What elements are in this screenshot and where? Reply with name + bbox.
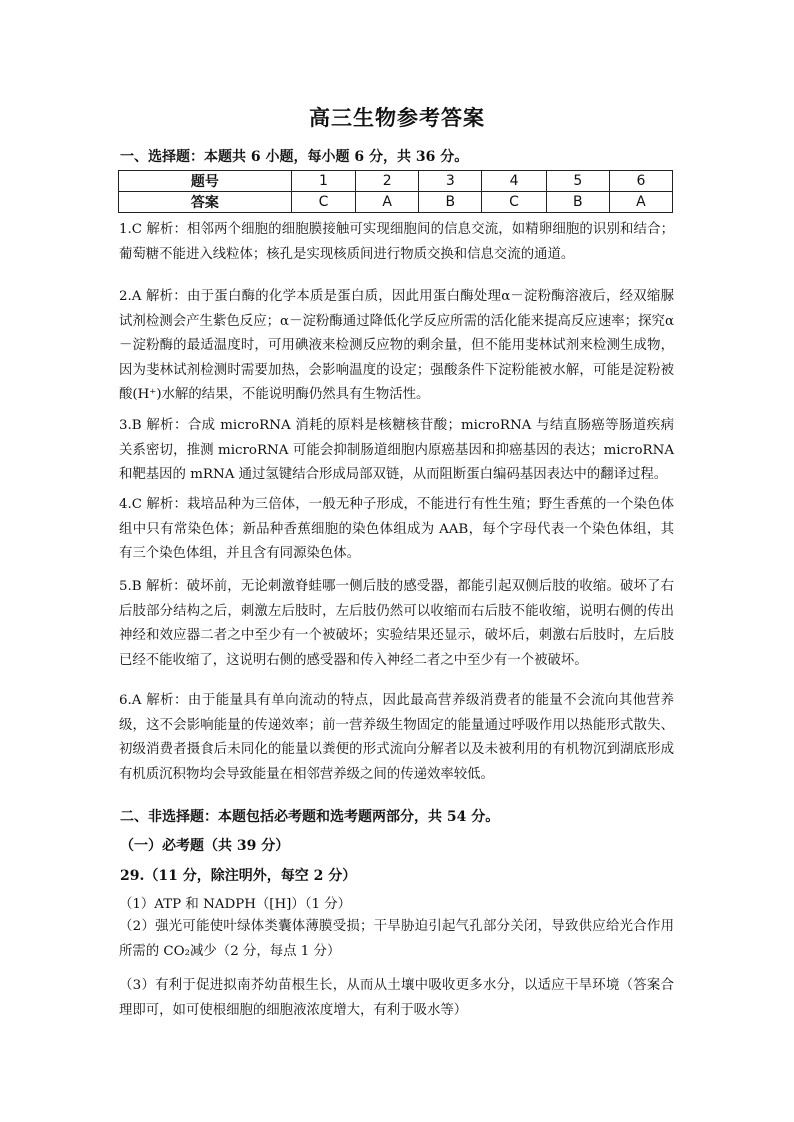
question-number: 2 (356, 171, 419, 192)
answer-cell: A (609, 192, 672, 213)
answer-cell: C (291, 192, 355, 213)
explanation-3: 3.B 解析：合成 microRNA 消耗的原料是核糖核苷酸；microRNA 与结直肠癌等肠道疾病关系密切，推测 microRNA 可能会抑制肠道细胞内原癌基因和抑癌基因的表达；microRNA 和靶基因的 mRNA 通过氢键结合形成局部双链，从而阻断蛋白编码基因表达中的翻译过程。 (119, 418, 674, 483)
answer-cell: C (482, 192, 546, 213)
question-29-answer-3: （3）有利于促进拟南芥幼苗根生长，从而从土壤中吸收更多水分，以适应干旱环境（答案合理即可，如可使根细胞的细胞液浓度增大，有利于吸水等） (119, 978, 674, 1018)
answer-cell: A (356, 192, 419, 213)
question-number-label: 题号 (119, 171, 292, 192)
answer-table (118, 170, 673, 213)
question-number: 5 (546, 171, 609, 192)
explanation-6: 6.A 解析：由于能量具有单向流动的特点，因此最高营养级消费者的能量不会流向其他营养级，这不会影响能量的传递效率；前一营养级生物固定的能量通过呼吸作用以热能形式散失、初级消费者摄食后未同化的能量以粪便的形式流向分解者以及未被利用的有机物沉到湖底形成有机质沉积物均会导致能量在相邻营养级之间的传递效率较低。 (119, 693, 674, 782)
answer-row (119, 192, 673, 213)
answer-cell: B (546, 192, 609, 213)
answer-cell: B (419, 192, 482, 213)
explanation-5: 5.B 解析：破坏前，无论刺激脊蛙哪一侧后肢的感受器，都能引起双侧后肢的收缩。破坏了右后肢部分结构之后，刺激左后肢时，左后肢仍然可以收缩而右后肢不能收缩，说明右侧的传出神经和效应器二者之中至少有一个被破坏；实验结果还显示，破坏后，刺激右后肢时，左后肢已经不能收缩了，这说明右侧的感受器和传入神经二者之中至少有一个被破坏。 (119, 579, 674, 668)
question-number-row (119, 171, 673, 192)
explanation-2: 2.A 解析：由于蛋白酶的化学本质是蛋白质，因此用蛋白酶处理α－淀粉酶溶液后，经双缩脲试剂检测会产生紫色反应；α－淀粉酶通过降低化学反应所需的活化能来提高反应速率；探究α－淀粉酶的最适温度时，可用碘液来检测反应物的剩余量，但不能用斐林试剂来检测生成物，因为斐林试剂检测时需要加热，会影响温度的设定；强酸条件下淀粉能被水解，可能是淀粉被酸(H⁺)水解的结果，不能说明酶仍然具有生物活性。 (119, 289, 674, 403)
page-title: 高三生物参考答案 (309, 105, 485, 130)
section-two-heading: 二、非选择题：本题包括必考题和选考题两部分，共 54 分。 (120, 809, 500, 825)
question-29-answer-2: （2）强光可能使叶绿体类囊体薄膜受损；干旱胁迫引起气孔部分关闭，导致供应给光合作用所需的 CO₂减少（2 分，每点 1 分） (119, 919, 674, 959)
question-number: 3 (419, 171, 482, 192)
question-number: 6 (609, 171, 672, 192)
question-29-answer-1: （1）ATP 和 NADPH（[H]）（1 分） (119, 897, 352, 912)
question-29-heading: 29.（11 分，除注明外，每空 2 分） (120, 868, 357, 884)
explanation-1: 1.C 解析：相邻两个细胞的细胞膜接触可实现细胞间的信息交流，如精卵细胞的识别和结合；葡萄糖不能进入线粒体；核孔是实现核质间进行物质交换和信息交流的通道。 (119, 222, 674, 262)
required-questions-heading: （一）必考题（共 39 分） (120, 838, 290, 854)
question-number: 4 (482, 171, 546, 192)
section-one-heading: 一、选择题：本题共 6 小题，每小题 6 分，共 36 分。 (120, 149, 469, 165)
question-number: 1 (291, 171, 355, 192)
explanation-4: 4.C 解析：栽培品种为三倍体，一般无种子形成，不能进行有性生殖；野生香蕉的一个染色体组中只有常染色体；新品种香蕉细胞的染色体组成为 AAB，每个字母代表一个染色体组，其有三个染色体组，并且含有同源染色体。 (119, 497, 674, 562)
answer-label: 答案 (119, 192, 292, 213)
